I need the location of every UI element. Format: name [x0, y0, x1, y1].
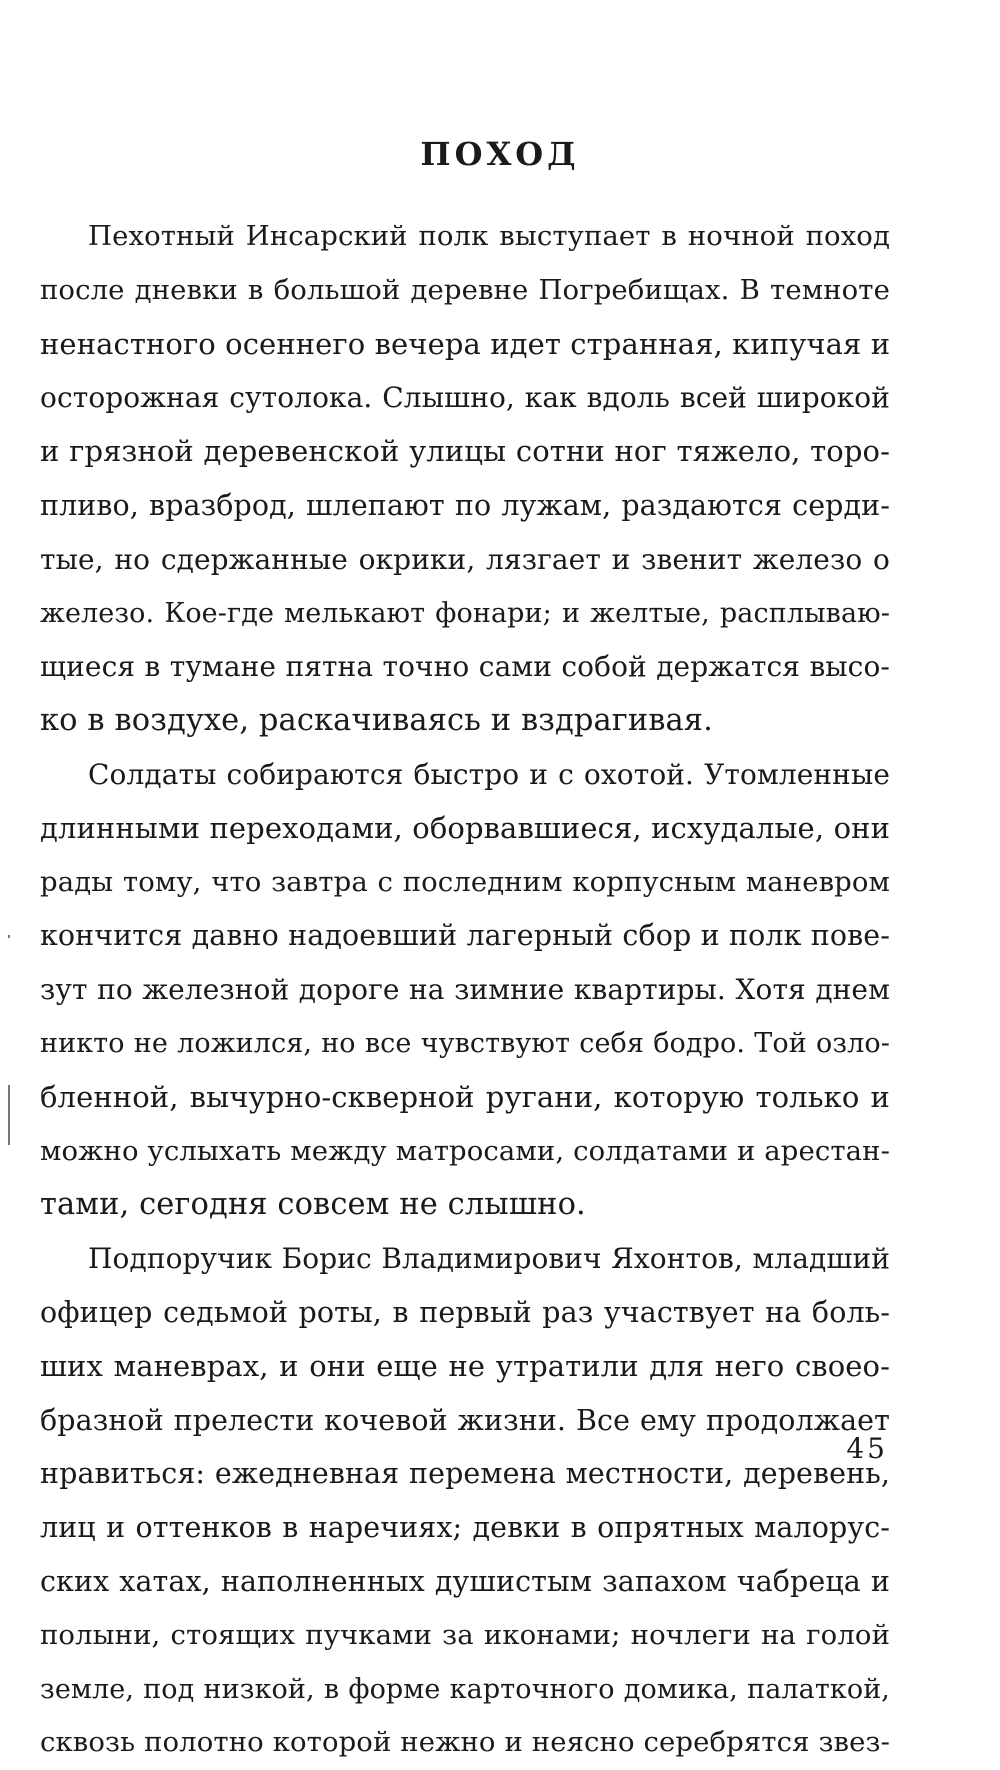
- text-line: пливо, вразброд, шлепают по лужам, раздаются серди-: [40, 488, 890, 522]
- text-line: железо. Кое-где мелькают фонари; и желтые, расплываю-: [40, 597, 890, 629]
- page-number: 45: [846, 1432, 888, 1465]
- text-line: Солдаты собираются быстро и с охотой. Утомленные: [88, 757, 890, 791]
- body-text: [40, 210, 890, 1770]
- text-line: полыни, стоящих пучками за иконами; ночлеги на голой: [40, 1618, 890, 1651]
- text-line: рады тому, что завтра с последним корпусным маневром: [40, 865, 890, 898]
- text-line: и грязной деревенской улицы сотни ног тяжело, торо-: [40, 434, 890, 469]
- text-line: лиц и оттенков в наречиях; девки в опрятных малорус-: [40, 1511, 890, 1545]
- text-line: никто не ложился, но все чувствуют себя бодро. Той озло-: [40, 1027, 890, 1059]
- scan-mark: [8, 1085, 10, 1145]
- text-line: тые, но сдержанные окрики, лязгает и звенит железо о: [40, 542, 890, 576]
- text-line: Подпоручик Борис Владимирович Яхонтов, младший: [88, 1242, 890, 1276]
- text-line: ших маневрах, и они еще не утратили для него своео-: [40, 1348, 890, 1383]
- scan-mark: [8, 935, 10, 938]
- text-line: щиеся в тумане пятна точно сами собой держатся высо-: [40, 650, 890, 684]
- text-line: можно услыхать между матросами, солдатами и арестан-: [40, 1134, 890, 1167]
- text-line: после дневки в большой деревне Погребищах. В темноте: [40, 273, 890, 306]
- text-line: бразной прелести кочевой жизни. Все ему продолжает: [40, 1403, 890, 1437]
- text-line: нравиться: ежедневная перемена местности, деревень,: [40, 1457, 890, 1491]
- text-line: сквозь полотно которой нежно и неясно серебрятся звез-: [40, 1726, 890, 1759]
- chapter-title: поход: [420, 122, 580, 176]
- text-line: ских хатах, наполненных душистым запахом чабреца и: [40, 1564, 890, 1598]
- text-line: земле, под низкой, в форме карточного домика, палаткой,: [40, 1673, 890, 1705]
- text-line: тами, сегодня совсем не слышно.: [40, 1187, 586, 1223]
- text-line: офицер седьмой роты, в первый раз участвует на боль-: [40, 1295, 890, 1329]
- text-line: кончится давно надоевший лагерный сбор и полк пове-: [40, 919, 890, 953]
- text-line: длинными переходами, оборвавшиеся, исхудалые, они: [40, 810, 890, 845]
- text-line: ко в воздухе, раскачиваясь и вздрагивая.: [40, 703, 713, 739]
- text-line: ненастного осеннего вечера идет странная, кипучая и: [40, 326, 890, 361]
- text-line: бленной, вычурно-скверной ругани, которую только и: [40, 1079, 890, 1114]
- text-line: осторожная сутолока. Слышно, как вдоль всей широкой: [40, 381, 890, 415]
- text-line: Пехотный Инсарский полк выступает в ночной поход: [88, 220, 890, 252]
- text-line: зут по железной дороге на зимние квартиры. Хотя днем: [40, 973, 890, 1007]
